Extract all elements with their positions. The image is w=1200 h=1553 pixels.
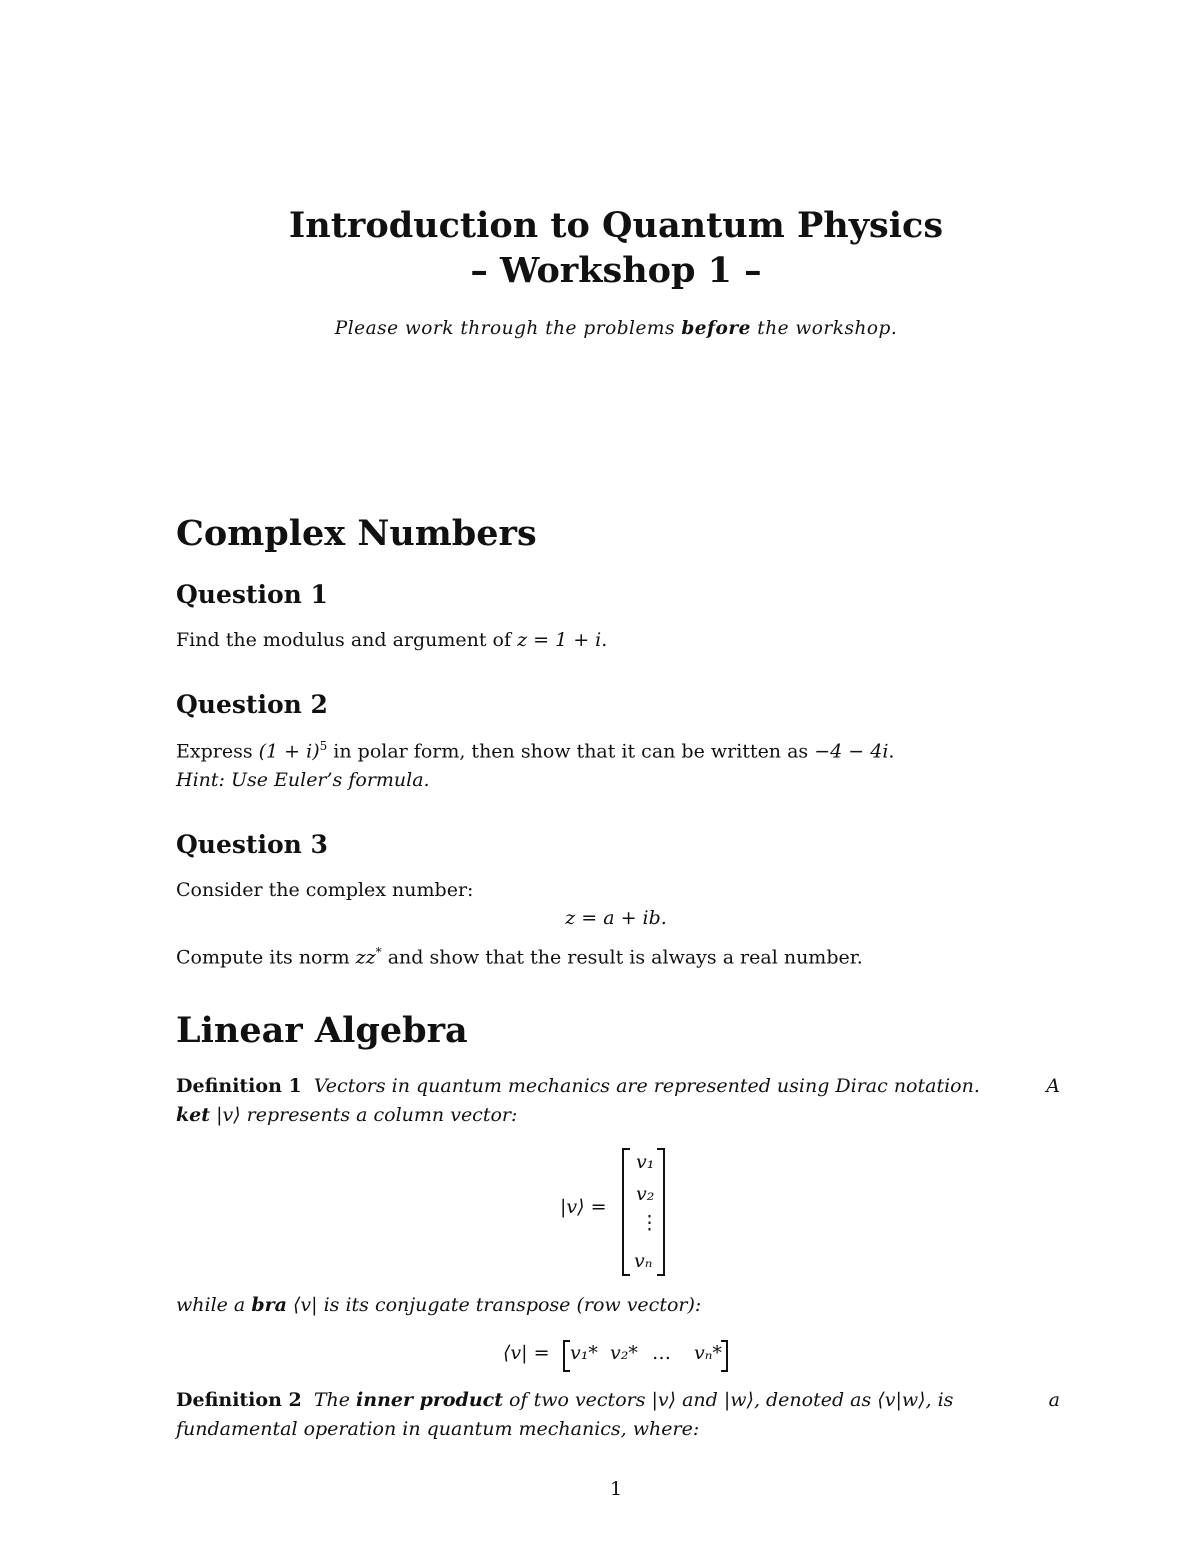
question-2-heading: Question 2 bbox=[176, 690, 328, 719]
row-entry-1: v₁* bbox=[570, 1342, 598, 1364]
definition-1-line-2 bbox=[176, 1104, 1060, 1126]
definition-1-label: Definition 1 bbox=[176, 1075, 302, 1097]
column-entry-ellipsis: ⋮ bbox=[640, 1212, 659, 1234]
page-number: 1 bbox=[609, 1478, 623, 1500]
definition-1-line-end: A bbox=[1046, 1075, 1060, 1097]
column-vector-left-bracket bbox=[622, 1148, 630, 1276]
q3-math: zz bbox=[355, 946, 376, 969]
inner-product-term: inner product bbox=[356, 1389, 504, 1411]
q3-star: * bbox=[375, 945, 382, 959]
definition-2-line-1 bbox=[176, 1389, 1060, 1411]
bra-lhs: ⟨v| = bbox=[503, 1342, 550, 1364]
q3-text-pre: Compute its norm bbox=[176, 946, 356, 969]
definition-2-line-end: a bbox=[1048, 1389, 1060, 1411]
row-vector-right-bracket bbox=[721, 1340, 728, 1372]
note-text-bold: before bbox=[681, 318, 751, 339]
q2-text-pre: Express bbox=[176, 740, 259, 763]
question-3-equation: z = a + ib. bbox=[565, 907, 667, 929]
row-vector-left-bracket bbox=[563, 1340, 570, 1372]
q2-exponent: 5 bbox=[319, 739, 328, 753]
page-subtitle: – Workshop 1 – bbox=[470, 250, 762, 291]
question-2-text bbox=[176, 739, 894, 762]
q1-text-pre: Find the modulus and argument of bbox=[176, 629, 518, 651]
q2-text-post: . bbox=[888, 740, 895, 763]
note-text-post: the workshop. bbox=[750, 318, 898, 339]
instruction-note bbox=[0, 318, 1200, 339]
q2-math-1: (1 + i) bbox=[258, 740, 320, 763]
question-1-heading: Question 1 bbox=[176, 580, 328, 609]
ket-lhs: |v⟩ = bbox=[560, 1196, 607, 1218]
bra-term: bra bbox=[251, 1294, 287, 1316]
question-2-hint: Hint: Use Euler’s formula. bbox=[176, 769, 430, 791]
q1-math: z = 1 + i bbox=[517, 629, 602, 651]
ket-term: ket bbox=[176, 1104, 211, 1126]
question-3-heading: Question 3 bbox=[176, 830, 328, 859]
question-3-text bbox=[176, 945, 863, 968]
column-entry-1: v₁ bbox=[636, 1151, 655, 1173]
definition-1-line-1 bbox=[176, 1075, 1060, 1097]
q3-text-post: and show that the result is always a real number. bbox=[381, 946, 863, 969]
definition-2-label: Definition 2 bbox=[176, 1389, 302, 1411]
q2-math-2: −4 − 4i bbox=[814, 740, 889, 763]
bra-text-post: is its conjugate transpose (row vector): bbox=[317, 1294, 702, 1316]
ket-description: represents a column vector: bbox=[240, 1104, 518, 1126]
column-entry-n: vₙ bbox=[634, 1250, 653, 1272]
note-text-pre: Please work through the problems bbox=[334, 318, 682, 339]
definition-1-text: Vectors in quantum mechanics are represented using Dirac notation. bbox=[313, 1075, 980, 1097]
bra-symbol: ⟨v| bbox=[292, 1294, 318, 1316]
definition-2-text-mid: of two vectors |v⟩ and |w⟩, denoted as ⟨v|w⟩, is bbox=[503, 1389, 954, 1411]
row-entry-2: v₂* bbox=[610, 1342, 638, 1364]
row-entry-n: vₙ* bbox=[694, 1342, 722, 1364]
column-entry-2: v₂ bbox=[636, 1183, 655, 1205]
bra-text-pre: while a bbox=[176, 1294, 252, 1316]
page-title: Introduction to Quantum Physics bbox=[288, 205, 944, 246]
q1-text-post: . bbox=[601, 629, 608, 651]
row-entry-ellipsis: … bbox=[652, 1342, 671, 1364]
definition-2-text-pre: The bbox=[313, 1389, 357, 1411]
question-3-intro: Consider the complex number: bbox=[176, 879, 474, 901]
ket-symbol: |v⟩ bbox=[216, 1104, 241, 1126]
definition-2-line-2: fundamental operation in quantum mechanics, where: bbox=[176, 1418, 700, 1440]
section-heading-linear-algebra: Linear Algebra bbox=[176, 1010, 468, 1051]
question-1-text bbox=[176, 629, 607, 651]
bra-description bbox=[176, 1294, 1060, 1316]
section-heading-complex-numbers: Complex Numbers bbox=[176, 513, 537, 554]
q2-text-mid: in polar form, then show that it can be written as bbox=[327, 740, 815, 763]
